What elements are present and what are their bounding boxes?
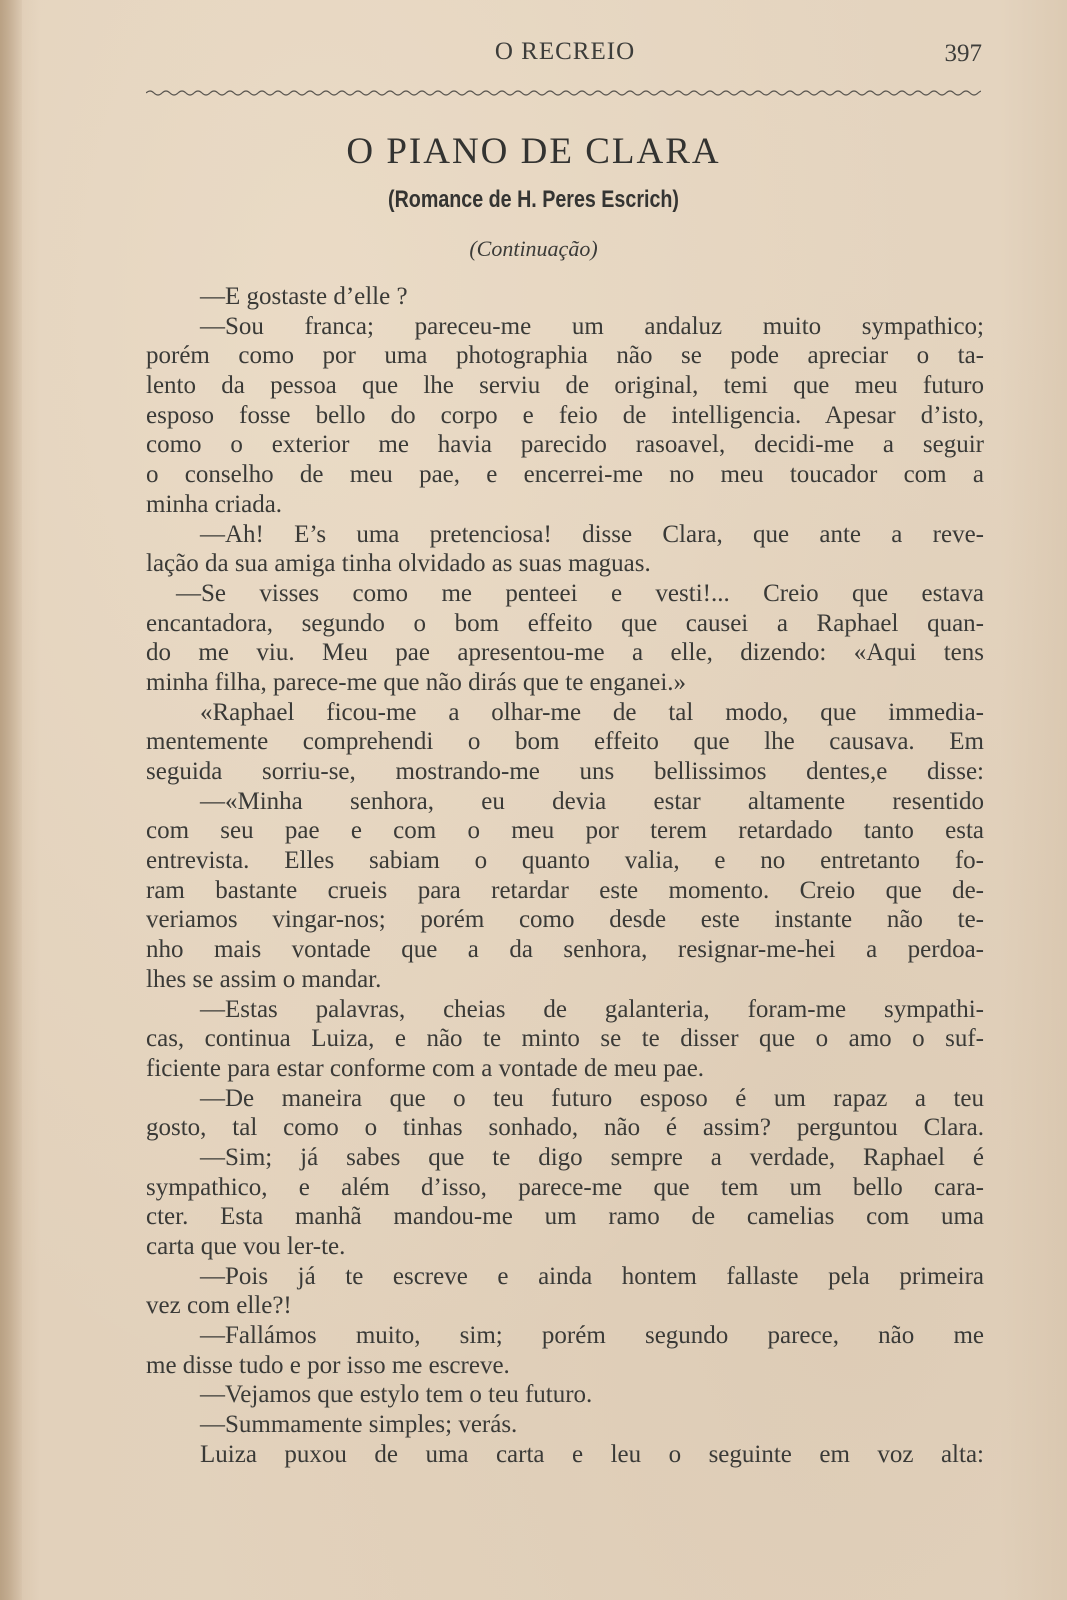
article-subtitle: (Romance de H. Peres Escrich) — [388, 186, 679, 213]
text-line: sympathico, e além d’isso, parece-me que tem um bello cara- — [146, 1173, 984, 1201]
text-line: vez com elle?! — [146, 1292, 292, 1320]
text-line: cas, continua Luiza, e não te minto se te disser que o amo o suf- — [146, 1025, 984, 1053]
text-line: entrevista. Elles sabiam o quanto valia, e no entretanto fo- — [146, 847, 984, 875]
text-line: —Se visses como me penteei e vesti!... Creio que estava — [176, 579, 984, 607]
running-title: O RECREIO — [494, 38, 636, 65]
text-line: —Sou franca; pareceu-me um andaluz muito sympathico; — [200, 312, 984, 340]
text-line: —Ah! E’s uma pretenciosa! disse Clara, que ante a reve- — [200, 520, 984, 548]
text-line: —Estas palavras, cheias de galanteria, foram-me sympathi- — [200, 995, 984, 1023]
text-line: lação da sua amiga tinha olvidado as suas maguas. — [146, 550, 651, 578]
text-line: —Summamente simples; verás. — [200, 1411, 518, 1439]
text-line: carta que vou ler-te. — [146, 1233, 346, 1260]
text-line: —Pois já te escreve e ainda hontem fallaste pela primeira — [200, 1262, 984, 1290]
text-line: —Fallámos muito, sim; porém segundo parece, não me — [200, 1322, 984, 1350]
text-line: seguida sorriu-se, mostrando-me uns bellissimos dentes,e disse: — [146, 758, 984, 785]
text-line: —«Minha senhora, eu devia estar altamente resentido — [200, 787, 984, 815]
text-line: minha filha, parece-me que não dirás que te enganei.» — [146, 668, 687, 696]
text-line: —E gostaste d’elle ? — [200, 283, 408, 310]
body-text — [146, 282, 984, 1470]
wavy-rule-ornament — [146, 86, 981, 100]
article-title: O PIANO DE CLARA — [346, 131, 721, 172]
text-line: com seu pae e com o meu por terem retardado tanto esta — [146, 817, 984, 845]
text-line: ficiente para estar conforme com a vontade de meu pae. — [146, 1054, 705, 1082]
text-line: como o exterior me havia parecido rasoavel, decidi-me a seguir — [146, 431, 984, 459]
text-line: gosto, tal como o tinhas sonhado, não é assim? perguntou Clara. — [146, 1114, 984, 1142]
text-line: o conselho de meu pae, e encerrei-me no meu toucador com a — [146, 461, 984, 489]
text-line: «Raphael ficou-me a olhar-me de tal modo, que immedia- — [200, 698, 984, 726]
text-line: ram bastante crueis para retardar este momento. Creio que de- — [146, 876, 984, 904]
text-line: encantadora, segundo o bom effeito que causei a Raphael quan- — [146, 609, 984, 637]
continuation-note: (Continuação) — [469, 236, 598, 261]
text-line: —De maneira que o teu futuro esposo é um rapaz a teu — [200, 1084, 984, 1112]
text-line: porém como por uma photographia não se pode apreciar o ta- — [146, 342, 984, 370]
text-line: mentemente comprehendi o bom effeito que lhe causava. Em — [146, 728, 984, 756]
text-line: do me viu. Meu pae apresentou-me a elle, dizendo: «Aqui tens — [146, 639, 984, 667]
text-line: lhes se assim o mandar. — [146, 965, 382, 993]
text-line: nho mais vontade que a da senhora, resignar-me-hei a perdoa- — [146, 936, 984, 964]
text-line: —Vejamos que estylo tem o teu futuro. — [200, 1381, 593, 1409]
running-header — [140, 38, 990, 72]
text-line: cter. Esta manhã mandou-me um ramo de camelias com uma — [146, 1203, 984, 1231]
text-line: lento da pessoa que lhe serviu de original, temi que meu futuro — [146, 372, 984, 400]
text-line: me disse tudo e por isso me escreve. — [146, 1351, 510, 1379]
text-line: esposo fosse bello do corpo e feio de intelligencia. Apesar d’isto, — [146, 401, 984, 429]
text-line: veriamos vingar-nos; porém como desde este instante não te- — [146, 906, 984, 934]
text-line: minha criada. — [146, 490, 283, 518]
text-line: —Sim; já sabes que te digo sempre a verdade, Raphael é — [200, 1143, 984, 1171]
text-line: Luiza puxou de uma carta e leu o seguinte em voz alta: — [200, 1440, 984, 1468]
page-number: 397 — [944, 40, 982, 67]
